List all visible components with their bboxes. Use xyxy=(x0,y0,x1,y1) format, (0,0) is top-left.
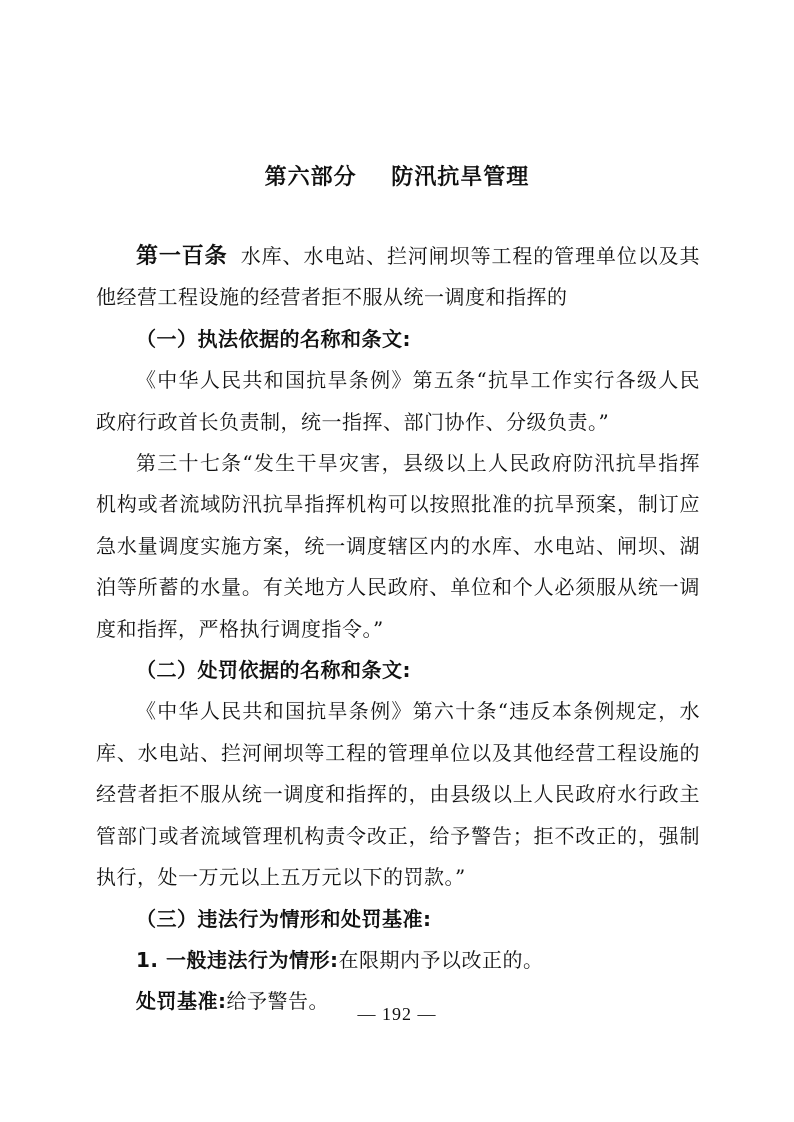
document-body xyxy=(96,236,700,1023)
violation-item-1-text: 在限期内予以改正的。 xyxy=(338,947,544,972)
section-heading-2: （二）处罚依据的名称和条文: xyxy=(136,658,411,683)
article-number: 第一百条 xyxy=(136,244,228,269)
page-number: — 192 — xyxy=(357,1004,437,1024)
penalty-standard-label: 处罚基准: xyxy=(136,989,227,1014)
section1-paragraph-1: 《中华人民共和国抗旱条例》第五条“抗旱工作实行各级人民政府行政首长负责制，统一指挥、部门协作、分级负责。” xyxy=(96,368,700,434)
section-heading-1: （一）执法依据的名称和条文: xyxy=(136,326,411,351)
penalty-standard-text: 给予警告。 xyxy=(226,989,329,1014)
violation-item-1 xyxy=(96,940,700,981)
violation-item-1-label: 1. 一般违法行为情形: xyxy=(136,947,339,972)
part-title: 第六部分 防汛抗旱管理 xyxy=(264,165,530,190)
article-paragraph xyxy=(96,236,700,319)
article-title: 水库、水电站、拦河闸坝等工程的管理单位以及其他经营工程设施的经营者拒不服从统一调度和指挥的 xyxy=(96,244,700,310)
section-heading-3: （三）违法行为情形和处罚基准: xyxy=(136,906,432,931)
section1-paragraph-2: 第三十七条“发生干旱灾害，县级以上人民政府防汛抗旱指挥机构或者流域防汛抗旱指挥机构可以按照批准的抗旱预案，制订应急水量调度实施方案，统一调度辖区内的水库、水电站、闸坝、湖泊等所蓄的水量。有关地方人民政府、单位和个人必须服从统一调度和指挥，严格执行调度指令。” xyxy=(96,451,700,641)
section2-paragraph-1: 《中华人民共和国抗旱条例》第六十条“违反本条例规定，水库、水电站、拦河闸坝等工程的管理单位以及其他经营工程设施的经营者拒不服从统一调度和指挥的，由县级以上人民政府水行政主管部门或者流域管理机构责令改正，给予警告；拒不改正的，强制执行，处一万元以上五万元以下的罚款。” xyxy=(96,699,700,890)
